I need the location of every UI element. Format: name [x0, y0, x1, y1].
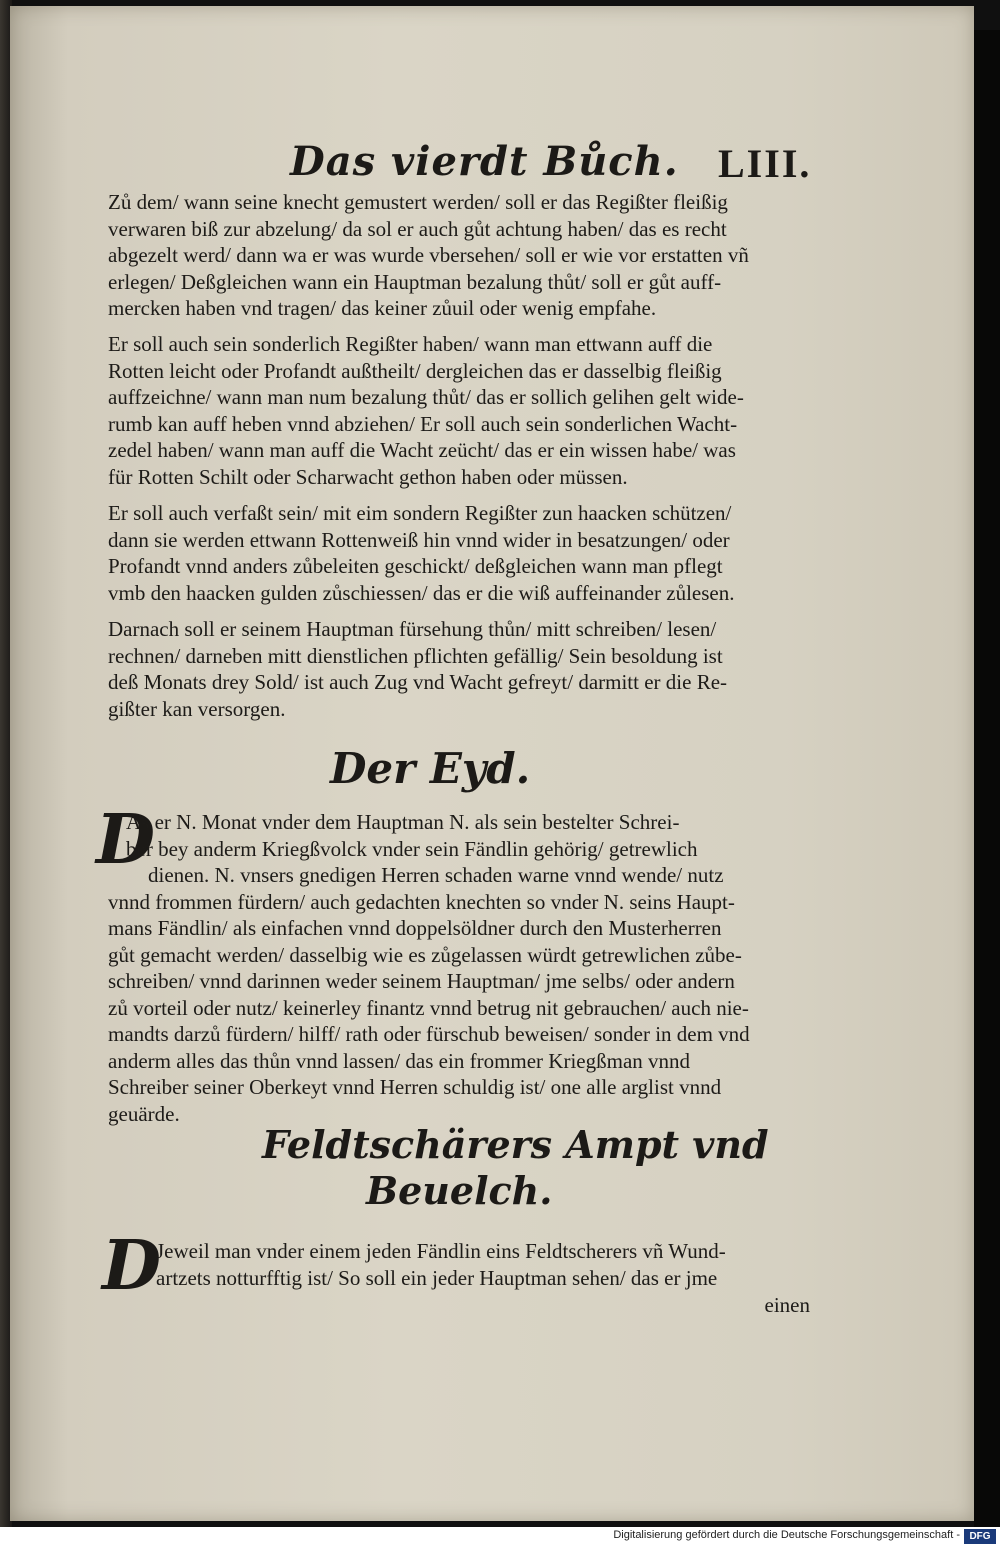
page-right-margin: [974, 30, 1000, 1530]
scanned-page: [10, 6, 974, 1521]
text-line: anderm alles das thůn vnnd lassen/ das ein frommer Kriegßman vnnd: [108, 1048, 691, 1073]
text-line: zedel haben/ wann man auff die Wacht zeücht/ das er ein wissen habe/ was: [108, 438, 736, 462]
text-line: verwaren biß zur abzelung/ da sol er auch gůt achtung haben/ das es recht: [108, 216, 727, 241]
text-line: ber bey anderm Kriegßvolck vnder sein Fändlin gehörig/ getrewlich: [126, 836, 698, 861]
feldscherer-paragraph: [156, 1238, 806, 1291]
text-line: Er soll auch sein sonderlich Regißter haben/ wann man ettwann auff die: [108, 332, 713, 356]
text-line: Profandt vnnd anders zůbeleiten geschickt/ deßgleichen wann man pflegt: [108, 554, 723, 578]
folio-number: LIII.: [718, 141, 812, 186]
text-line: dienen. N. vnsers gnedigen Herren schaden warne vnnd wende/ nutz: [148, 863, 724, 887]
heading-feldscherer-line-1: Feldtschärers Ampt vnd: [262, 1122, 769, 1167]
text-line: gůt gemacht werden/ dasselbig wie es zůgelassen würdt getrewlichen zůbe-: [108, 942, 742, 967]
dropcap-feldscherer: D: [102, 1226, 161, 1306]
text-line: As er N. Monat vnder dem Hauptman N. als sein bestelter Schrei-: [126, 810, 680, 834]
text-line: Darnach soll er seinem Hauptman fürsehung thůn/ mitt schreiben/ lesen/: [108, 617, 717, 641]
text-line: Rotten leicht oder Profandt außtheilt/ dergleichen das er dasselbig fleißig: [108, 358, 722, 383]
catchword: einen: [764, 1293, 810, 1317]
text-line: artzets notturfftig ist/ So soll ein jeder Hauptman sehen/ das er jme: [156, 1265, 718, 1290]
book-title: Das vierdt Bůch.: [290, 138, 679, 185]
text-line: für Rotten Schilt oder Scharwacht gethon haben oder müssen.: [108, 464, 628, 489]
text-line: rumb kan auff heben vnnd abziehen/ Er soll auch sein sonderlichen Wacht-: [108, 411, 738, 436]
text-line: deß Monats drey Sold/ ist auch Zug vnd Wacht gefreyt/ darmitt er die Re-: [108, 670, 728, 694]
text-line: Jeweil man vnder einem jeden Fändlin eins Feldtscherers vñ Wund-: [156, 1239, 726, 1263]
text-line: mandts darzů fürdern/ hilff/ rath oder fürschub beweisen/ sonder in dem vnd: [108, 1022, 750, 1046]
paragraph-4: [108, 616, 808, 722]
paragraph-1: [108, 189, 808, 322]
heading-der-eyd: Der Eyd.: [330, 744, 531, 793]
funding-credit: Digitalisierung gefördert durch die Deutsche Forschungsgemeinschaft -: [613, 1529, 960, 1541]
text-line: mans Fändlin/ als einfachen vnnd doppelsöldner durch den Musterherren: [108, 916, 722, 940]
text-line: Er soll auch verfaßt sein/ mit eim sondern Regißter zun haacken schützen/: [108, 501, 732, 525]
text-line: rechnen/ darneben mitt dienstlichen pflichten gefällig/ Sein besoldung ist: [108, 643, 723, 668]
text-line: schreiben/ vnnd darinnen weder seinem Hauptman/ jme selbs/ oder andern: [108, 969, 735, 993]
text-line: zů vorteil oder nutz/ keinerley finantz vnnd betrug nit gebrauchen/ auch nie-: [108, 995, 749, 1020]
eyd-paragraph: [108, 809, 810, 1127]
text-line: Schreiber seiner Oberkeyt vnnd Herren schuldig ist/ one alle arglist vnnd: [108, 1075, 722, 1099]
text-line: vmb den haacken gulden zůschiessen/ das er die wiß auffeinander zůlesen.: [108, 580, 735, 605]
paragraph-2: [108, 331, 808, 490]
text-line: auffzeichne/ wann man num bezalung thůt/ das er sollich gelihen gelt wide-: [108, 385, 744, 409]
text-line: vnnd frommen fürdern/ auch gedachten knechten so vnder N. seins Haupt-: [108, 889, 735, 914]
text-line: erlegen/ Deßgleichen wann ein Hauptman bezalung thůt/ soll er gůt auff-: [108, 269, 722, 294]
footer-bar: [0, 1527, 1000, 1547]
text-line: mercken haben vnd tragen/ das keiner zůuil oder wenig empfahe.: [108, 296, 657, 320]
heading-feldscherer-line-2: Beuelch.: [366, 1168, 553, 1213]
paragraph-3: [108, 500, 808, 606]
text-line: gißter kan versorgen.: [108, 696, 286, 721]
dropcap-eyd: D: [96, 800, 155, 880]
text-line: abgezelt werd/ dann wa er was wurde vbersehen/ soll er wie vor erstatten vñ: [108, 243, 749, 267]
text-line: dann sie werden ettwann Rottenweiß hin vnnd wider in besatzungen/ oder: [108, 527, 730, 552]
text-line: Zů dem/ wann seine knecht gemustert werden/ soll er das Regißter fleißig: [108, 190, 728, 214]
dfg-logo: DFG: [964, 1529, 996, 1544]
text-line: geuärde.: [108, 1101, 180, 1126]
